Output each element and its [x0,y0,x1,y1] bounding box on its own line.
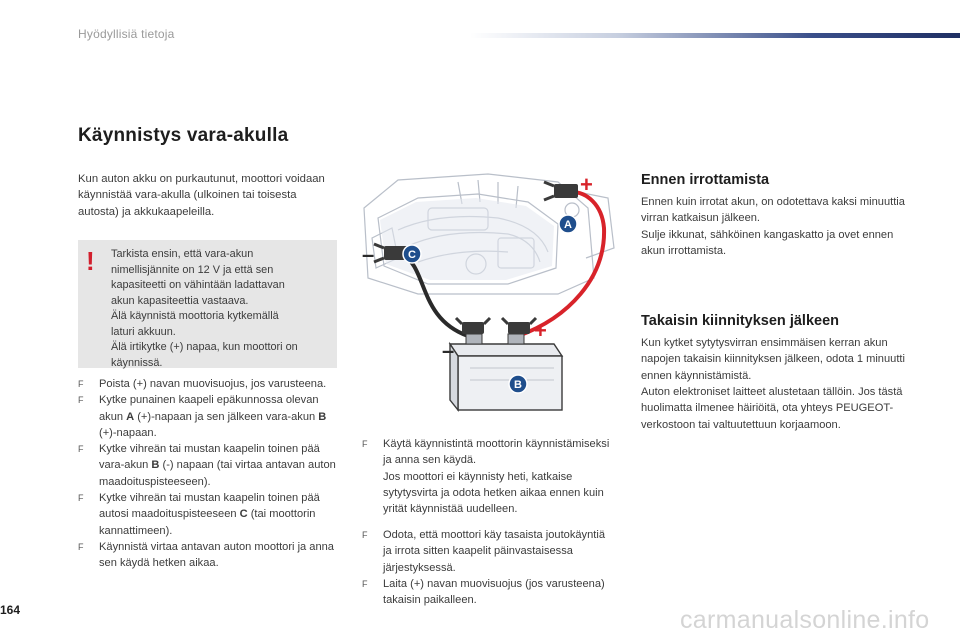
section-header: Hyödyllisiä tietoja [78,27,175,41]
steps-list-middle-2 [362,527,612,608]
warning-line: Tarkista ensin, että vara-akun [111,248,254,260]
step-bold: A [126,410,135,423]
step-text: Käynnistä virtaa antavan auton moottori ja anna sen käydä hetken aikaa. [99,540,334,570]
step-text: Odota, että moottori käy tasaista joutokäyntiä ja irrota sitten kaapelit päinvastaisessa järjestyksessä. [383,529,605,574]
list-item [78,376,338,392]
label-a: A [564,219,572,231]
bullet-icon: F [78,444,84,455]
warning-line: Älä irtikytke (+) napaa, kun moottori on [111,341,298,353]
warning-icon: ! [86,246,95,276]
list-item [78,392,338,441]
list-item [78,539,338,572]
before-removal-text-1: Ennen kuin irrotat akun, on odotettava kaksi minuuttia virran katkaisun jälkeen. [641,196,905,225]
plus-sign-battery: + [534,318,547,343]
jump-start-diagram [358,168,622,416]
step-note: Jos moottori ei käynnisty heti, katkaise sytytysvirta ja odota hetken aikaa ennen kuin yrität käynnistää uudelleen. [383,470,604,516]
intro-paragraph: Kun auton akku on purkautunut, moottori voidaan käynnistää vara-akulla (ulkoinen tai toisesta autosta) ja akkukaapeleilla. [78,173,325,218]
step-text: (+)-napaan. [99,426,157,439]
step-text: Kytke vihreän tai mustan kaapelin toinen pää autosi maadoituspisteeseen [99,492,320,521]
list-item [362,436,612,517]
step-text: Laita (+) navan muovisuojus (jos varusteena) takaisin paikalleen. [383,577,605,607]
plus-sign-engine: + [580,172,593,197]
warning-box [78,240,337,368]
list-item [362,527,612,576]
warning-line: kapasiteetti on vähintään ladattavan [111,279,285,291]
before-removal-text-2: Sulje ikkunat, sähköinen kangaskatto ja ovet ennen akun irrottamista. [641,229,894,258]
page-title: Käynnistys vara-akulla [78,125,289,146]
watermark: carmanualsonline.info [680,606,930,634]
step-text: Kytke vihreän tai mustan kaapelin toinen pää vara-akun [99,443,320,472]
step-text: (tai moottorin kannattimeen). [99,508,316,537]
step-text: (-) napaan (tai virtaa antavan auton maadoituspisteeseen). [99,459,336,488]
list-item [78,441,338,490]
header-bar [470,33,960,38]
bullet-icon: F [78,379,84,389]
step-bold: C [239,508,248,521]
step-text: (+)-napaan ja sen jälkeen vara-akun [134,410,319,423]
after-reconnection-text-2: Auton elektroniset laitteet alustetaan tällöin. Jos tästä huolimatta ilmenee häiriöitä, ota yhteys PEUGEOT-verkostoon tai valtuutettuun korjaamoon. [641,386,903,431]
bullet-icon: F [362,439,368,449]
page-number: 164 [0,603,21,617]
heading-before-removal: Ennen irrottamista [641,172,770,188]
steps-list-middle-1 [362,436,612,517]
bullet-icon: F [78,493,84,504]
minus-sign-engine: – [362,242,375,267]
step-text: Käytä käynnistintä moottorin käynnistämiseksi ja anna sen käydä. [383,438,610,467]
warning-line: laturi akkuun. [111,325,176,338]
label-b: B [514,379,522,391]
warning-line: Älä käynnistä moottoria kytkemällä [111,310,279,322]
warning-text [111,247,331,371]
bullet-icon: F [78,541,84,552]
step-bold: B [151,459,160,472]
bullet-icon: F [362,578,368,589]
engine-shading [380,198,554,280]
steps-list-left [78,376,338,572]
after-reconnection-text-1: Kun kytket sytytysvirran ensimmäisen kerran akun napojen takaisin kiinnityksen jälkeen, odota 1 minuutti ennen käynnistämistä. [641,337,905,382]
warning-line: käynnissä. [111,356,163,369]
label-c: C [408,249,416,261]
bullet-icon: F [78,395,84,406]
step-text: Poista (+) navan muovisuojus, jos varusteena. [99,378,327,390]
list-item [362,576,612,609]
step-bold: B [318,410,327,423]
step-text: Kytke punainen kaapeli epäkunnossa olevan akun [99,394,319,423]
warning-line: nimellisjännite on 12 V ja että sen [111,263,274,276]
warning-line: akun kapasiteettia vastaava. [111,294,249,307]
minus-sign-battery: – [442,338,455,363]
bullet-icon: F [362,530,368,540]
heading-after-reconnection: Takaisin kiinnityksen jälkeen [641,313,839,329]
list-item [78,490,338,539]
booster-battery [450,334,562,410]
